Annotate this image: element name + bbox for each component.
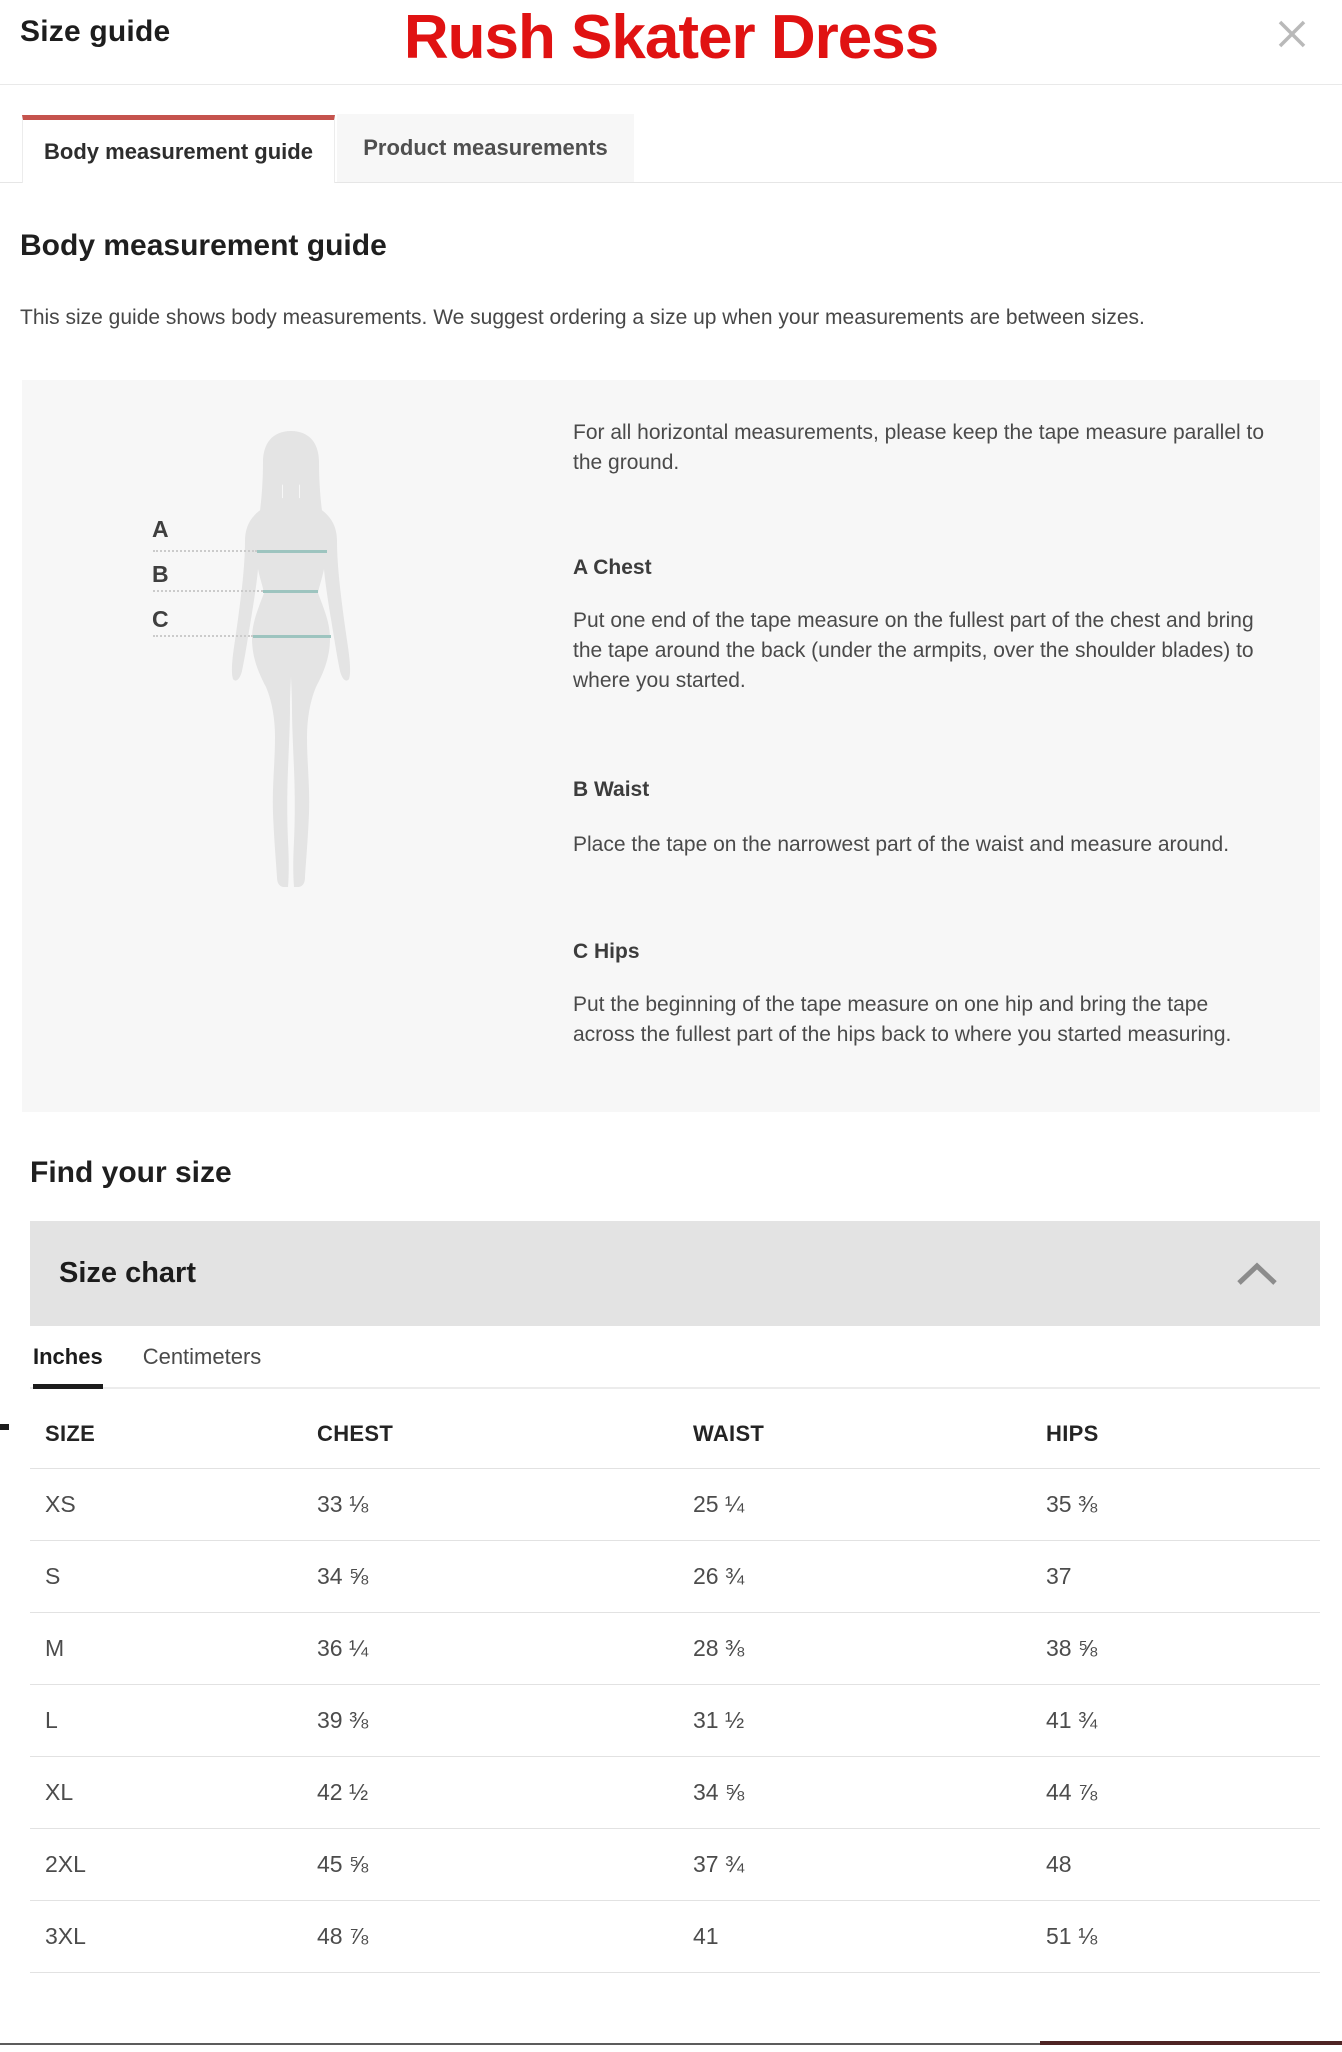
hips-section-title: C Hips — [573, 940, 640, 963]
waist-section-title: B Waist — [573, 778, 650, 801]
table-row — [30, 1613, 1320, 1685]
tab-body-measurement-guide[interactable] — [22, 115, 335, 183]
column-header-hips: HIPS — [1046, 1420, 1099, 1446]
unit-tab-centimeters[interactable] — [143, 1344, 262, 1389]
tab-product-measurements[interactable] — [337, 114, 634, 182]
cell-waist: 25 ¼ — [693, 1491, 745, 1517]
unit-tab-inches[interactable] — [33, 1344, 103, 1389]
chevron-up-icon — [1234, 1275, 1280, 1290]
cell-waist: 34 ⅝ — [693, 1779, 745, 1805]
cell-size: L — [45, 1707, 58, 1733]
table-header-row — [30, 1399, 1320, 1469]
column-header-chest: CHEST — [317, 1420, 394, 1446]
cell-chest: 39 ⅜ — [317, 1707, 369, 1733]
cell-hips: 37 — [1046, 1563, 1072, 1589]
leader-line-b — [153, 590, 263, 592]
tab-label: Product measurements — [363, 135, 608, 160]
modal-header — [0, 0, 1342, 85]
size-chart-title: Size chart — [59, 1257, 196, 1289]
table-row — [30, 1469, 1320, 1541]
cell-waist: 26 ¾ — [693, 1563, 745, 1589]
bottom-edge-bar — [0, 2040, 1342, 2045]
figure-label-b: B — [152, 561, 169, 587]
left-edge-mark — [0, 1424, 9, 1430]
cell-size: XS — [45, 1491, 76, 1517]
cell-size: 2XL — [45, 1851, 86, 1877]
body-guide-heading: Body measurement guide — [20, 229, 387, 262]
cell-chest: 48 ⅞ — [317, 1923, 369, 1949]
cell-hips: 41 ¾ — [1046, 1707, 1098, 1733]
find-your-size-heading: Find your size — [30, 1156, 232, 1189]
cell-hips: 35 ⅜ — [1046, 1491, 1098, 1517]
tape-line-waist — [263, 590, 318, 593]
cell-chest: 36 ¼ — [317, 1635, 369, 1661]
unit-tab-label: Centimeters — [142, 1344, 262, 1369]
size-chart-table — [30, 1399, 1320, 1973]
column-header-waist: WAIST — [693, 1420, 765, 1446]
cell-hips: 48 — [1046, 1851, 1072, 1877]
cell-chest: 33 ⅛ — [317, 1491, 369, 1517]
bottom-edge-gray-segment — [0, 2043, 1040, 2045]
guide-tabs — [0, 114, 1342, 183]
table-row — [30, 1757, 1320, 1829]
waist-section-text: Place the tape on the narrowest part of the waist and measure around. — [573, 833, 1230, 856]
tape-line-chest — [257, 550, 327, 553]
product-title: Rush Skater Dress — [403, 3, 939, 72]
cell-waist: 28 ⅜ — [693, 1635, 745, 1661]
cell-chest: 34 ⅝ — [317, 1563, 369, 1589]
cell-hips: 38 ⅝ — [1046, 1635, 1098, 1661]
chest-section-text: Put one end of the tape measure on the fullest part of the chest and bring the tape around the back (under the armpits, over the shoulder blades) to where you started. — [573, 609, 1254, 692]
table-row — [30, 1901, 1320, 1973]
table-row — [30, 1829, 1320, 1901]
cell-waist: 31 ½ — [693, 1707, 745, 1733]
cell-chest: 45 ⅝ — [317, 1851, 369, 1877]
unit-tab-label: Inches — [33, 1344, 103, 1369]
close-icon — [1274, 40, 1310, 55]
column-header-size: SIZE — [45, 1420, 96, 1446]
leader-line-c — [153, 635, 253, 637]
cell-hips: 51 ⅛ — [1046, 1923, 1098, 1949]
cell-size: 3XL — [45, 1923, 86, 1949]
unit-tabs — [30, 1344, 1320, 1389]
cell-chest: 42 ½ — [317, 1779, 369, 1805]
size-chart-collapse-header[interactable] — [30, 1221, 1320, 1326]
table-row — [30, 1541, 1320, 1613]
cell-size: M — [45, 1635, 65, 1661]
hips-section-text: Put the beginning of the tape measure on one hip and bring the tape across the fullest part of the hips back to where you started measuring. — [573, 993, 1232, 1046]
table-row — [30, 1685, 1320, 1757]
cell-size: XL — [45, 1779, 74, 1805]
bottom-edge-maroon-segment — [1040, 2041, 1342, 2045]
chest-section-title: A Chest — [573, 556, 652, 579]
tape-line-hips — [253, 635, 331, 638]
body-silhouette-figure — [219, 429, 363, 889]
cell-waist: 37 ¾ — [693, 1851, 745, 1877]
figure-label-a: A — [152, 516, 169, 542]
body-guide-intro: This size guide shows body measurements. We suggest ordering a size up when your measurements are between sizes. — [20, 306, 1145, 329]
modal-title: Size guide — [20, 15, 171, 48]
cell-size: S — [45, 1563, 61, 1589]
cell-waist: 41 — [693, 1923, 719, 1949]
cell-hips: 44 ⅞ — [1046, 1779, 1098, 1805]
tab-label: Body measurement guide — [44, 138, 313, 164]
leader-line-a — [153, 550, 257, 552]
collapse-button[interactable] — [1234, 1261, 1280, 1287]
figure-label-c: C — [152, 606, 169, 632]
measurement-panel — [22, 380, 1320, 1112]
close-button[interactable] — [1274, 16, 1310, 52]
measurement-note: For all horizontal measurements, please keep the tape measure parallel to the ground. — [573, 421, 1265, 474]
